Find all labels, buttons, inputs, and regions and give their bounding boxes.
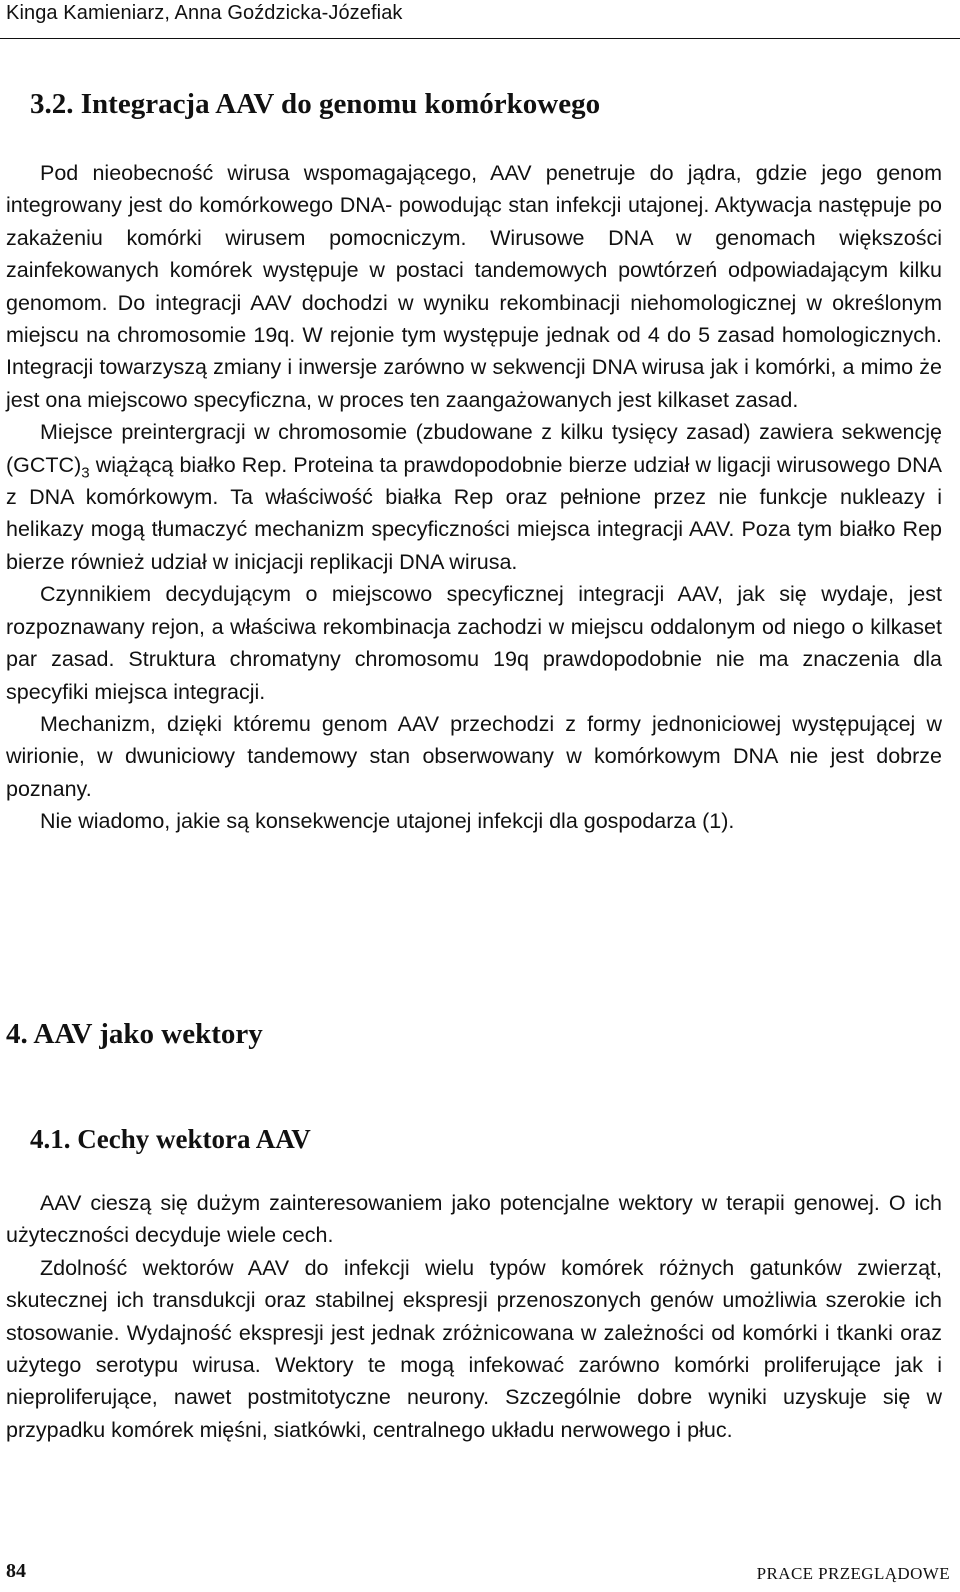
journal-section-label: PRACE PRZEGLĄDOWE	[756, 1564, 950, 1583]
paragraph-preintegration-site	[6, 416, 942, 578]
body-text-section-3-2	[6, 157, 942, 838]
paragraph-text: Miejsce preintergracji w chromosomie (zbudowane z kilku tysięcy zasad) zawiera sekwencję (GCTC)	[6, 420, 942, 477]
section-heading-4-1: 4.1. Cechy wektora AAV	[30, 1124, 311, 1154]
paragraph-mechanism: Mechanizm, dzięki któremu genom AAV przechodzi z formy jednoniciowej występującej w wirionie, w dwuniciowy tandemowy stan obserwowany w komórkowym DNA nie jest dobrze poznany.	[6, 711, 942, 801]
paragraph-text: wiążącą białko Rep. Proteina ta prawdopodobnie bierze udział w ligacji wirusowego DNA z DNA komórkowym. Ta właściwość białka Rep oraz pełnione przez nie funkcje nukleazy i helikazy mogą tłumaczyć mechanizm specyficzności miejsca integracji AAV. Poza tym białko Rep bierze również udział w inicjacji replikacji DNA wirusa.	[6, 452, 942, 574]
subscript: 3	[81, 463, 90, 481]
header-rule	[0, 38, 960, 39]
section-heading-4: 4. AAV jako wektory	[6, 1018, 263, 1050]
paragraph-integration-overview: Pod nieobecność wirusa wspomagającego, AAV penetruje do jądra, gdzie jego genom integrowany jest do komórkowego DNA- powodując stan infekcji utajonej. Aktywacja następuje po zakażeniu komórki wirusem pomocniczym. Wirusowe DNA w genomach większości zainfekowanych komórek występuje w postaci tandemowych powtórzeń odpowiadającym kilku genomom. Do integracji AAV dochodzi w wyniku rekombinacji niehomologicznej w określonym miejscu na chromosomie 19q. W rejonie tym występuje jednak od 4 do 5 zasad homologicznych. Integracji towarzyszą zmiany i inwersje zarówno w sekwencji DNA wirusa jak i komórki, a mimo że jest ona miejscowo specyficzna, w proces ten zaangażowanych jest kilkaset zasad.	[6, 161, 942, 412]
paragraph-consequences: Nie wiadomo, jakie są konsekwencje utajonej infekcji dla gospodarza (1).	[40, 809, 735, 834]
running-head-authors: Kinga Kamieniarz, Anna Goździcka-Józefiak	[6, 2, 403, 24]
body-text-section-4-1	[6, 1187, 942, 1446]
page-number: 84	[6, 1560, 26, 1582]
paragraph-vector-capabilities: Zdolność wektorów AAV do infekcji wielu typów komórek różnych gatunków zwierząt, skutecznej ich transdukcji oraz stabilnej ekspresji przenoszonych genów umożliwia szerokie ich stosowanie. Wydajność ekspresji jest jednak zróżnicowana w zależności od komórki i tkanki oraz użytego serotypu wirusa. Wektory te mogą infekować zarówno komórki proliferujące jak i nieproliferujące, nawet postmitotyczne neurony. Szczególnie dobre wyniki uzyskuje się w przypadku komórek mięśni, siatkówki, centralnego układu nerwowego i płuc.	[6, 1255, 942, 1442]
section-heading-3-2: 3.2. Integracja AAV do genomu komórkowego	[30, 88, 601, 120]
paragraph-specific-integration: Czynnikiem decydującym o miejscowo specyficznej integracji AAV, jak się wydaje, jest rozpoznawany rejon, a właściwa rekombinacja zachodzi w miejscu oddalonym od niego o kilkaset par zasad. Struktura chromatyny chromosomu 19q prawdopodobnie nie ma znaczenia dla specyfiki miejsca integracji.	[6, 582, 942, 704]
paragraph-vector-interest: AAV cieszą się dużym zainteresowaniem jako potencjalne wektory w terapii genowej. O ich użyteczności decyduje wiele cech.	[6, 1191, 942, 1248]
